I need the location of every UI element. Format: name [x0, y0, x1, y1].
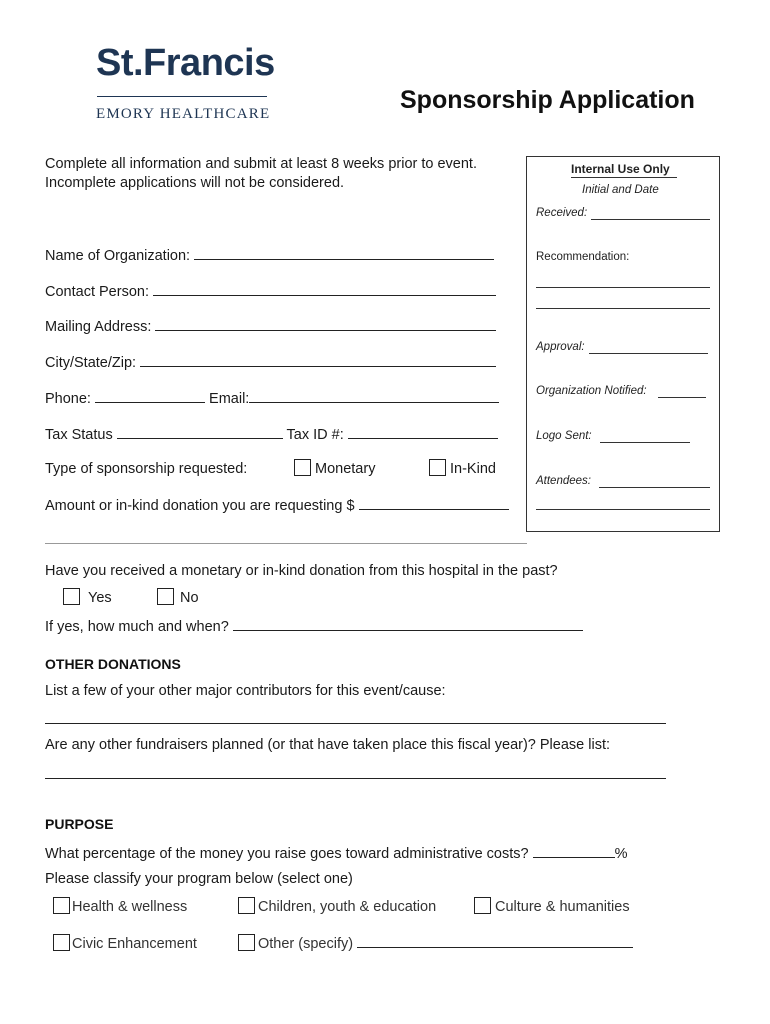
tax-id-input[interactable]: [348, 425, 498, 439]
tax-status-input[interactable]: [117, 425, 283, 439]
amount-row: [45, 496, 509, 514]
internal-use-box: [526, 156, 720, 532]
health-checkbox[interactable]: [53, 897, 70, 914]
logo-sent-label: Logo Sent:: [536, 430, 592, 442]
logo-sent-line[interactable]: [600, 441, 690, 443]
internal-heading: Internal Use Only: [571, 162, 670, 176]
contact-row: [45, 282, 496, 300]
intro-line-2: Incomplete applications will not be considered.: [45, 175, 345, 191]
mailing-row: [45, 317, 496, 335]
civic-checkbox[interactable]: [53, 934, 70, 951]
no-option[interactable]: [157, 588, 199, 606]
email-input[interactable]: [249, 389, 499, 403]
purpose-heading: PURPOSE: [45, 816, 114, 832]
attendees-line-2[interactable]: [536, 508, 710, 510]
option-children[interactable]: [238, 897, 436, 915]
phone-input[interactable]: [95, 389, 205, 403]
option-culture[interactable]: [474, 897, 630, 915]
contributors-input[interactable]: [45, 723, 666, 724]
yes-label: Yes: [88, 590, 112, 606]
admin-costs-input[interactable]: [533, 844, 615, 858]
received-line[interactable]: [591, 218, 710, 220]
monetary-checkbox[interactable]: [294, 459, 311, 476]
city-input[interactable]: [140, 353, 496, 367]
logo-subtitle: EMORY HEALTHCARE: [96, 106, 271, 122]
tax-row: [45, 425, 498, 443]
logo-divider: [97, 96, 267, 97]
culture-checkbox[interactable]: [474, 897, 491, 914]
option-other[interactable]: [238, 934, 633, 952]
page-title: Sponsorship Application: [400, 86, 695, 114]
email-label: Email:: [209, 391, 250, 407]
option-health[interactable]: [53, 897, 187, 915]
fundraisers-input[interactable]: [45, 778, 666, 779]
attendees-label: Attendees:: [536, 475, 591, 487]
culture-label: Culture & humanities: [495, 899, 630, 915]
recommendation-line-1[interactable]: [536, 286, 710, 288]
monetary-option[interactable]: [294, 459, 375, 477]
org-name-row: [45, 246, 494, 264]
how-much-input[interactable]: [233, 617, 583, 631]
attendees-line-1[interactable]: [599, 486, 710, 488]
phone-email-row: [45, 389, 499, 407]
other-specify-input[interactable]: [357, 934, 633, 948]
org-notified-label: Organization Notified:: [536, 385, 647, 397]
civic-label: Civic Enhancement: [72, 936, 197, 952]
no-label: No: [180, 590, 199, 606]
org-name-input[interactable]: [194, 246, 494, 260]
org-name-label: Name of Organization:: [45, 248, 191, 264]
internal-subheading: Initial and Date: [582, 184, 659, 196]
tax-status-label: Tax Status: [45, 427, 113, 443]
classify-label: Please classify your program below (select one): [45, 871, 353, 887]
children-checkbox[interactable]: [238, 897, 255, 914]
amount-label: Amount or in-kind donation you are requesting: [45, 498, 343, 514]
children-label: Children, youth & education: [258, 899, 437, 915]
intro-line-1: Complete all information and submit at least 8 weeks prior to event.: [45, 156, 477, 172]
yes-option[interactable]: [63, 588, 112, 606]
logo-name: St.Francis: [96, 42, 275, 84]
percent-sign: %: [614, 846, 628, 862]
mailing-input[interactable]: [155, 317, 496, 331]
other-donations-heading: OTHER DONATIONS: [45, 656, 181, 672]
approval-line[interactable]: [589, 352, 708, 354]
inkind-label: In-Kind: [450, 461, 496, 477]
phone-label: Phone:: [45, 391, 91, 407]
recommendation-line-2[interactable]: [536, 307, 710, 309]
other-label: Other (specify): [258, 936, 354, 952]
recommendation-label: Recommendation:: [536, 251, 630, 263]
option-civic[interactable]: [53, 934, 197, 952]
health-label: Health & wellness: [72, 899, 188, 915]
approval-label: Approval:: [536, 341, 585, 353]
how-much-row: [45, 617, 583, 635]
tax-id-label: Tax ID #:: [286, 427, 344, 443]
received-label: Received:: [536, 207, 588, 219]
inkind-option[interactable]: [429, 459, 496, 477]
no-checkbox[interactable]: [157, 588, 174, 605]
org-notified-line[interactable]: [658, 396, 706, 398]
yes-checkbox[interactable]: [63, 588, 80, 605]
admin-costs-label: What percentage of the money you raise goes toward administrative costs?: [45, 846, 529, 862]
other-checkbox[interactable]: [238, 934, 255, 951]
contributors-question: List a few of your other major contributors for this event/cause:: [45, 683, 446, 699]
city-label: City/State/Zip:: [45, 355, 137, 371]
past-question: Have you received a monetary or in-kind donation from this hospital in the past?: [45, 563, 558, 579]
contact-input[interactable]: [153, 282, 496, 296]
city-row: [45, 353, 496, 371]
amount-input-continued[interactable]: [45, 543, 527, 544]
fundraisers-question: Are any other fundraisers planned (or that have taken place this fiscal year)? Please list:: [45, 737, 610, 753]
monetary-label: Monetary: [315, 461, 376, 477]
sponsorship-type-label: Type of sponsorship requested:: [45, 461, 248, 477]
how-much-label: If yes, how much and when?: [45, 619, 229, 635]
admin-costs-row: [45, 844, 628, 862]
inkind-checkbox[interactable]: [429, 459, 446, 476]
contact-label: Contact Person:: [45, 284, 149, 300]
mailing-label: Mailing Address:: [45, 319, 152, 335]
amount-input[interactable]: [359, 496, 509, 510]
internal-heading-underline: [571, 176, 677, 178]
dollar-sign: $: [346, 498, 355, 514]
